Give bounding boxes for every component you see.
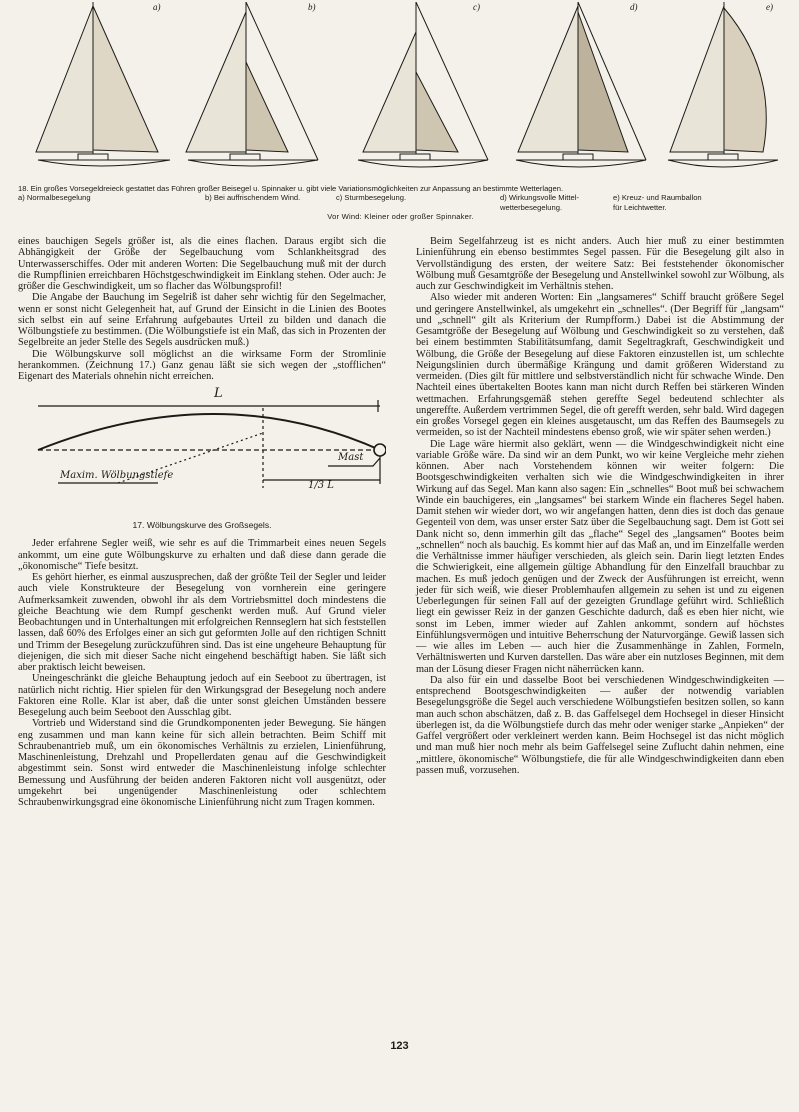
caption-wind: Vor Wind: Kleiner oder großer Spinnaker. <box>327 212 474 222</box>
left-column <box>18 236 386 808</box>
left-paragraph-6: Uneingeschränkt die gleiche Behauptung jedoch auf ein Seeboot zu übertragen, ist natürlich nicht richtig. Hier spielen für den Wirkungsgrad der Besegelung noch andere Faktoren eine Rolle. Klar ist aber, daß die unter sonst gleichen Umständen bessere Besegelung auch beim Seeboot den Ausschlag gibt. <box>18 673 386 718</box>
left-paragraph-1: eines bauchigen Segels größer ist, als die eines flachen. Daraus ergibt sich die Abhängigkeit der Größe der Segelbauchung vom Schlankheitsgrad des Unterwasserschiffes. Oder mit anderen Worten: Die Segelbauchung muß mit der durch die Rumpflinien erreichbaren Höchstgeschwindigkeit im Einklang stehen. Oder auch: Je größer die Geschwindigkeit, um so flacher das Wölbungsprofil! <box>18 236 386 292</box>
left-paragraph-5: Es gehört hierher, es einmal auszusprechen, daß der größte Teil der Segler und leider auch viele Konstrukteure der Besegelung von vornherein eine geringere Aufmerksamkeit zuwenden, obwohl ihr als dem Vortriebsmittel doch mindestens die gleiche Beachtung wie dem Rumpf geschenkt werden muß. Auf Grund vieler Beobachtungen und in Unterhaltungen mit erfolgreichen Rennseglern hat sich feststellen lassen, daß 60% des Erfolges einer an sich gut geformten Jolle auf den richtigen Schnitt und Trimm der Besegelung zurückzuführen sind. Das ist eine ungeheure Behauptung für diejenigen, die sich mit dieser Sache nicht eingehend beschäftigt haben. Sie läßt sich aber praktisch leicht beweisen. <box>18 572 386 673</box>
sail-plan-b <box>186 2 318 166</box>
label-third-L: 1/3 L <box>308 480 334 492</box>
caption-a: a) Normalbesegelung <box>18 193 91 203</box>
right-paragraph-2: Also wieder mit anderen Worten: Ein „langsameres“ Schiff braucht größere Segel und geringere Anstellwinkel, als umgekehrt ein „schnelles“. (Der Begriff für „langsam“ und „schnell“ gilt als Kriterium der Rumpfform.) Dabei ist die Abstimmung der Gesamtgröße der Besegelung auf Wölbung und Geschwindigkeit so zu verstehen, daß bei einem bestimmten Stabilitätsumfang, damit Segeltragkraft, Geschwindigkeit und Wölbung, die Größe der Besegelung auf diese Faktoren einzustellen ist, um schlechte Neigungslinien durch übermäßige Krängung und damit größeren Widerstand zu vermeiden. (Dies gilt für mittlere und selbstverständlich nicht für schwache Winde. Den Nachteil eines übertakelten Bootes kann man nicht durch Reffen bei stärkeren Winden wettmachen. Erfahrungsgemäß stehen gereffte Segel bedeutend schlechter als ungereffte. Außerdem vertrimmen Segel, die oft gerefft werden, sehr bald. Wird dagegen ein großes Vorsegel gegen ein kleines ausgetauscht, um das Reffen des Baumsegels zu vermeiden, so ist der Nachteil mindestens ebenso groß, wie wir später sehen werden.) <box>416 292 784 439</box>
sail-plan-e <box>668 2 778 167</box>
caption-c: c) Sturmbesegelung. <box>336 193 407 203</box>
caption-b: b) Bei auffrischendem Wind. <box>205 193 301 203</box>
label-L: L <box>214 386 223 402</box>
figure-17-caption: 17. Wölbungskurve des Großsegels. <box>132 520 272 531</box>
caption-main: 18. Ein großes Vorsegeldreieck gestattet das Führen großer Beisegel u. Spinnaker u. gibt viele Variationsmöglichkeiten zur Anpassung an bestimmte Wetterlagen. <box>18 184 564 193</box>
left-paragraph-3: Die Wölbungskurve soll möglichst an die wirksame Form der Stromlinie herankommen. (Zeichnung 17.) Ganz genau läßt sie sich wegen der „stofflichen“ Eigenart des Materials ohnehin nicht erreichen. <box>18 348 386 382</box>
figure-18-sail-plans <box>18 2 780 182</box>
sail-plan-a <box>36 2 170 166</box>
caption-d: d) Wirkungsvolle Mittel- wetterbesegelung. <box>500 193 579 212</box>
label-b: b) <box>308 2 316 12</box>
label-mast: Mast <box>338 452 364 464</box>
page-number: 123 <box>390 1040 409 1052</box>
left-paragraph-2: Die Angabe der Bauchung im Segelriß ist daher sehr wichtig für den Segelmacher, wenn er sonst nicht Gelegenheit hat, auf Grund der Einsicht in die Linien des Bootes sich selbst ein auf seine Erfahrung aufgebautes Urteil zu bilden und danach die Wölbungstiefe zu bestimmen. (Die Wölbungstiefe ist ein Maß, das sich in Prozenten der Segelbreite an jeder Stelle des Segels ausdrücken muß.) <box>18 292 386 349</box>
figure-17 <box>18 388 386 538</box>
sail-plan-d <box>516 2 646 167</box>
left-paragraph-4: Jeder erfahrene Segler weiß, wie sehr es auf die Trimmarbeit eines neuen Segels ankommt, um eine gute Wölbungskurve zu erhalten und daß diese dann gerade die „ökonomische“ Tiefe besitzt. <box>18 538 386 572</box>
sail-plan-c <box>358 2 488 167</box>
left-paragraph-7: Vortrieb und Widerstand sind die Grundkomponenten jeder Bewegung. Sie hängen eng zusammen und man kann keine für sich allein betrachten. Beim Schiff mit Schraubenantrieb muß, um ein ökonomisches Verhältnis zu erzielen, Linienführung, Maschinenleistung, Drehzahl und Propellerdaten genau auf die Geschwindigkeit abgestimmt sein. Sonst wird entweder die Maschinenleistung infolge schlechter Bemessung und Ausführung der beiden anderen Faktoren nicht voll ausgenützt, oder umgekehrt bei ungenügender Maschinenleistung oder schlechtem Schraubenwirkungsgrad eine ökonomische Linienführung nicht zum Tragen kommen. <box>18 718 386 808</box>
label-a: a) <box>153 2 161 12</box>
figure-18-caption <box>18 184 783 222</box>
caption-subitems <box>18 193 783 212</box>
right-paragraph-3: Die Lage wäre hiermit also geklärt, wenn — die Windgeschwindigkeit nicht eine variable Größe wäre. Da sind wir an dem Punkt, wo wir keine Vergleiche mehr ziehen können. Aber nach Vorstehendem können wir weiter folgern: Die Bootsgeschwindigkeiten verhalten sich wie die Windgeschwindigkeiten in ihrer Wirkung auf das Segel. Man kann also sagen: Ein „schnelles“ Boot muß bei schwachem Winde ein bauchigeres, ein „langsames“ bei starkem Winde ein flacheres Segel haben. Damit stehen wir wieder dort, wo wir angefangen hatten, denn dies ist doch das genaue Gegenteil von dem, was unser erster Satz über die Segelbauchung sagt. Dem ist Gott sei Dank nicht so, denn immerhin gilt das „flache“ Segel des „langsamen“ Bootes beim „schnellen“ noch als bauchig. Es kommt hier auf das Maß an, und im Einzelfalle werden die Verhältnisse immer häufiger verschieden, als gleich sein. Darin liegt letzten Endes die Schwierigkeit, eine allgemein gültige Abhandlung für den Einzelfall brauchbar zu machen. Es muß jedoch genügen und der Zweck der Ausführungen ist erreicht, wenn jeder für sich weiß, wie dieser Problemhaufen allgemein zu sehen ist und zu eigenen Ueberlegungen für seinen Fall auf der gezeigten Grundlage geführt wird. Schließlich liegt ein gewisser Reiz in der ganzen Geschichte dadurch, daß es eben hier nicht, wie sonst im Leben, immer wieder auf Zahlen ankommt, sondern auf höchstes Einfühlungsvermögen und intuitive Beherrschung der Naturvorgänge. Gewiß lassen sich — wie alles im Leben — auch hier die Zusammenhänge in Zahlen, Formeln, Verhältniswerten und Kurven darstellen. Das wäre aber ein nutzloses Beginnen, mit dem man der Lösung dieser Fragen nicht näherrücken kann. <box>416 438 784 675</box>
right-paragraph-4: Da also für ein und dasselbe Boot bei verschiedenen Windgeschwindigkeiten — entsprechend Bootsgeschwindigkeiten — außer der notwendig variablen Besegelungsgröße die Segel auch verschiedene Wölbungstiefen besitzen sollen, so kann man auch schon abschätzen, daß z. B. das Gaffelsegel dem Hochsegel in dieser Hinsicht überlegen ist, da die Wölbungstiefe durch das mehr oder weniger starke „Anpieken“ der Gaffel vergrößert oder verkleinert werden kann. Beim Hochsegel ist das nicht möglich und man muß hier noch mehr als beim Gaffelsegel seine Zuflucht dahin nehmen, eine „mittlere, ökonomische“ Wölbungstiefe, die für alle Windgeschwindigkeiten dann eben passen muß, vorzusehen. <box>416 674 784 776</box>
label-max-depth: Maxim. Wölbungstiefe <box>60 470 174 482</box>
camber-curve-drawing <box>18 388 386 518</box>
label-e: e) <box>766 2 773 12</box>
sail-plans-drawing <box>18 2 780 182</box>
label-c: c) <box>473 2 480 12</box>
label-d: d) <box>630 2 638 12</box>
right-column <box>416 236 784 776</box>
right-paragraph-1: Beim Segelfahrzeug ist es nicht anders. Auch hier muß zu einer bestimmten Linienführung ein ebenso bestimmtes Segel passen. Für die Besegelung gilt also in Vervollständigung des ersten, der weitere Satz: Bei feststehender ökonomischer Wölbung muß Gesamtgröße der Besegelung und Anstellwinkel sowohl zur Wölbung, als auch zur Geschwindigkeit im Verhältnis stehen. <box>416 236 784 292</box>
caption-e: e) Kreuz- und Raumballon für Leichtwetter. <box>613 193 702 212</box>
